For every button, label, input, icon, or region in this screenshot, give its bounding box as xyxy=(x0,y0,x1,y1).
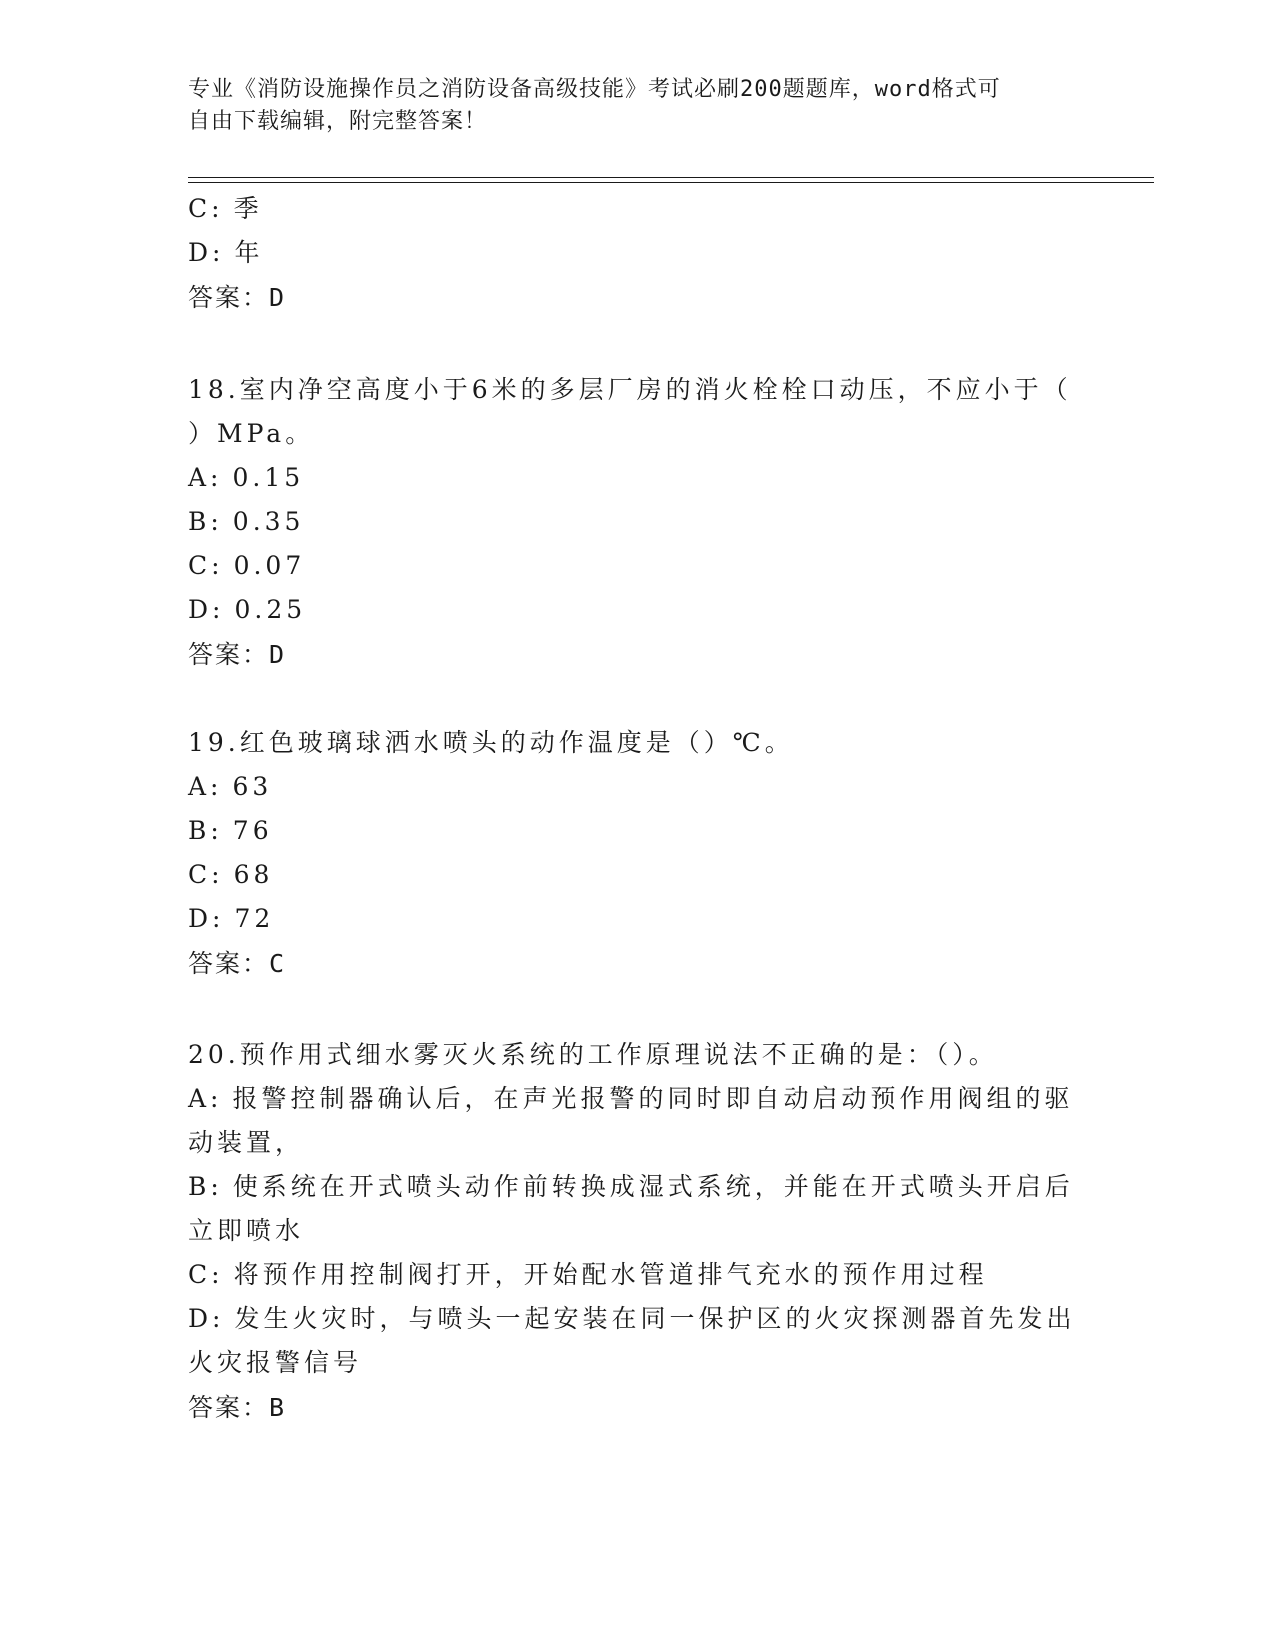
option-text: 年 xyxy=(234,238,264,267)
q20-option-b-cont: 立即喷水 xyxy=(188,1216,305,1245)
answer-label: 答案： xyxy=(188,283,270,312)
option-label: B: xyxy=(188,816,223,845)
answer-label: 答案： xyxy=(188,949,270,978)
header-rule-top xyxy=(188,177,1154,178)
option-label: D: xyxy=(188,1304,225,1333)
option-label: B: xyxy=(188,507,223,536)
q19-answer xyxy=(188,949,286,979)
answer-label: 答案： xyxy=(188,640,270,669)
header-line-2: 自由下载编辑，附完整答案！ xyxy=(188,109,488,134)
q20-option-a-cont: 动装置， xyxy=(188,1128,305,1157)
option-text: 发生火灾时，与喷头一起安装在同一保护区的火灾探测器首先发出 xyxy=(234,1304,1076,1333)
option-label: D: xyxy=(188,904,225,933)
option-text: 0.15 xyxy=(232,463,305,492)
q20-option-a xyxy=(188,1084,1074,1114)
option-label: C: xyxy=(188,194,224,223)
answer-value: B xyxy=(269,1393,287,1422)
option-text: 使系统在开式喷头动作前转换成湿式系统，并能在开式喷头开启后 xyxy=(232,1172,1074,1201)
q20-option-d xyxy=(188,1304,1075,1334)
option-label: C: xyxy=(188,551,224,580)
q18-option-b xyxy=(188,507,304,537)
option-label: A: xyxy=(188,463,223,492)
q19-option-c xyxy=(188,860,273,890)
option-text: 72 xyxy=(234,904,275,933)
prev-option-c xyxy=(188,194,263,224)
prev-option-d xyxy=(188,238,263,268)
q20-option-b xyxy=(188,1172,1074,1202)
option-label: B: xyxy=(188,1172,223,1201)
option-text: 76 xyxy=(232,816,273,845)
option-text: 0.07 xyxy=(233,551,306,580)
q19-option-b xyxy=(188,816,273,846)
q20-option-c xyxy=(188,1260,988,1290)
option-text: 68 xyxy=(233,860,274,889)
option-text: 0.25 xyxy=(234,595,307,624)
q20-answer xyxy=(188,1393,286,1423)
header-line-1: 专业《消防设施操作员之消防设备高级技能》考试必刷200题题库，word格式可 xyxy=(188,77,1001,102)
q18-stem-line-2: ）MPa。 xyxy=(188,419,315,448)
option-label: A: xyxy=(188,1084,223,1113)
option-text: 0.35 xyxy=(232,507,305,536)
header-rule-bottom xyxy=(188,182,1154,183)
q18-option-a xyxy=(188,463,304,493)
q19-option-a xyxy=(188,772,272,802)
q18-answer xyxy=(188,640,286,670)
option-label: D: xyxy=(188,238,225,267)
option-label: D: xyxy=(188,595,225,624)
answer-value: C xyxy=(269,949,287,978)
q19-option-d xyxy=(188,904,274,934)
q18-option-d xyxy=(188,595,306,625)
q19-stem-line-1: 19.红色玻璃球洒水喷头的动作温度是（）℃。 xyxy=(188,728,794,757)
prev-answer xyxy=(188,283,286,313)
document-header xyxy=(188,74,1088,138)
q20-option-d-cont: 火灾报警信号 xyxy=(188,1348,363,1377)
answer-value: D xyxy=(269,283,287,312)
q18-option-c xyxy=(188,551,305,581)
q20-stem-line-1: 20.预作用式细水雾灭火系统的工作原理说法不正确的是：（）。 xyxy=(188,1040,998,1069)
answer-label: 答案： xyxy=(188,1393,270,1422)
option-text: 季 xyxy=(233,194,263,223)
answer-value: D xyxy=(269,640,287,669)
option-label: C: xyxy=(188,860,224,889)
option-label: C: xyxy=(188,1260,224,1289)
q18-stem-line-1: 18.室内净空高度小于6米的多层厂房的消火栓栓口动压，不应小于（ xyxy=(188,375,1072,404)
option-text: 将预作用控制阀打开，开始配水管道排气充水的预作用过程 xyxy=(233,1260,988,1289)
option-label: A: xyxy=(188,772,223,801)
option-text: 63 xyxy=(232,772,273,801)
option-text: 报警控制器确认后，在声光报警的同时即自动启动预作用阀组的驱 xyxy=(232,1084,1074,1113)
